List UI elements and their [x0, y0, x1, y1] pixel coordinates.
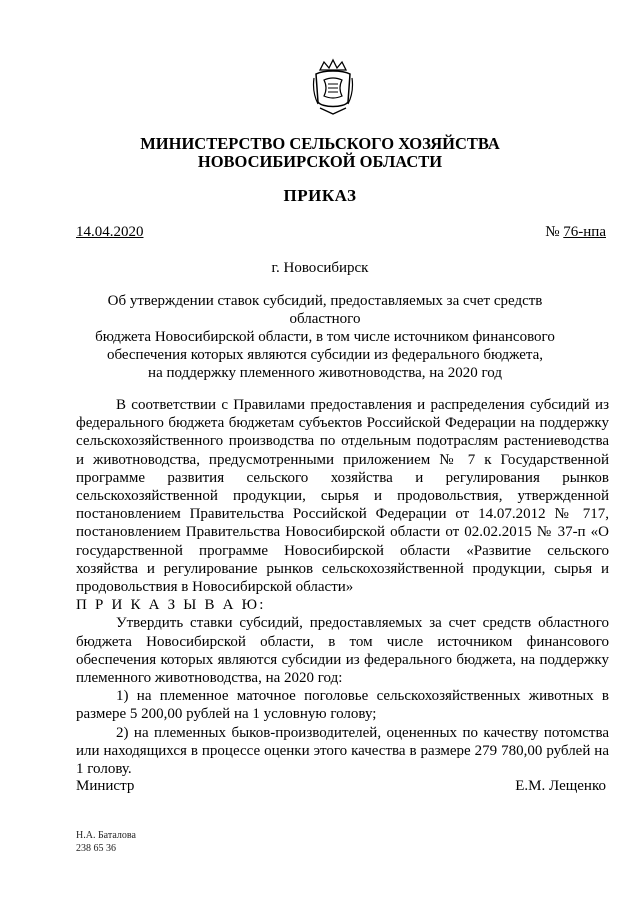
executor-name: Н.А. Баталова [76, 830, 136, 841]
title-line: на поддержку племенного животноводства, на 2020 год [148, 365, 502, 381]
order-item-main: Утвердить ставки субсидий, предоставляемых за счет средств областного бюджета Новосибирской области, в том числе источником финансового обеспечения которых являются субсидии из федерального бюджета, на поддержку племенного животноводства, на 2020 год: [76, 615, 609, 687]
signatory-position: Министр [76, 778, 135, 794]
city: г. Новосибирск [271, 260, 369, 276]
document-number-prefix: № [545, 224, 564, 240]
executor-info [76, 829, 136, 855]
title-line: Об утверждении ставок субсидий, предоставляемых за счет средств областного [107, 293, 543, 327]
document-type: ПРИКАЗ [283, 186, 357, 205]
executor-phone: 238 65 36 [76, 843, 116, 854]
title-line: обеспечения которых являются субсидии из федерального бюджета, [106, 347, 544, 363]
order-item-2: 2) на племенных быков-производителей, оцененных по качеству потомства или находящихся в процессе оценки этого качества в размере 279 780,00 рублей на 1 голову. [76, 724, 609, 778]
order-word: П Р И К А З Ы В А Ю: [76, 597, 266, 614]
document-number [545, 224, 606, 241]
ministry-name-line1: МИНИСТЕРСТВО СЕЛЬСКОГО ХОЗЯЙСТВА [140, 134, 500, 153]
document-title [80, 292, 570, 382]
title-line: бюджета Новосибирской области, в том числе источником финансового [95, 329, 555, 345]
signatory-name: Е.М. Лещенко [515, 778, 606, 794]
preamble-paragraph: В соответствии с Правилами предоставления и распределения субсидий из федерального бюджета бюджетам субъектов Российской Федерации на поддержку сельскохозяйственного производства по отдельным подотраслям растениеводства и животноводства, предусмотренными приложением № 7 к Государственной программе развития сельского хозяйства и регулирования рынков сельскохозяйственной продукции, сырья и продовольствия, утвержденной постановлением Правительства Российской Федерации от 14.07.2012 № 717, постановлением Правительства Новосибирской области от 02.02.2015 № 37-п «О государственной программе Новосибирской области «Развитие сельского хозяйства и регулирование рынков сельскохозяйственной продукции, сырья и продовольствия в Новосибирской области» [76, 397, 609, 596]
document-date: 14.04.2020 [76, 224, 144, 240]
document-number-value: 76-нпа [563, 224, 606, 240]
order-item-1: 1) на племенное маточное поголовье сельскохозяйственных животных в размере 5 200,00 рублей на 1 условную голову; [76, 688, 609, 723]
ministry-name-line2: НОВОСИБИРСКОЙ ОБЛАСТИ [197, 152, 443, 171]
coat-of-arms-emblem [312, 58, 354, 116]
document-body [76, 396, 609, 778]
